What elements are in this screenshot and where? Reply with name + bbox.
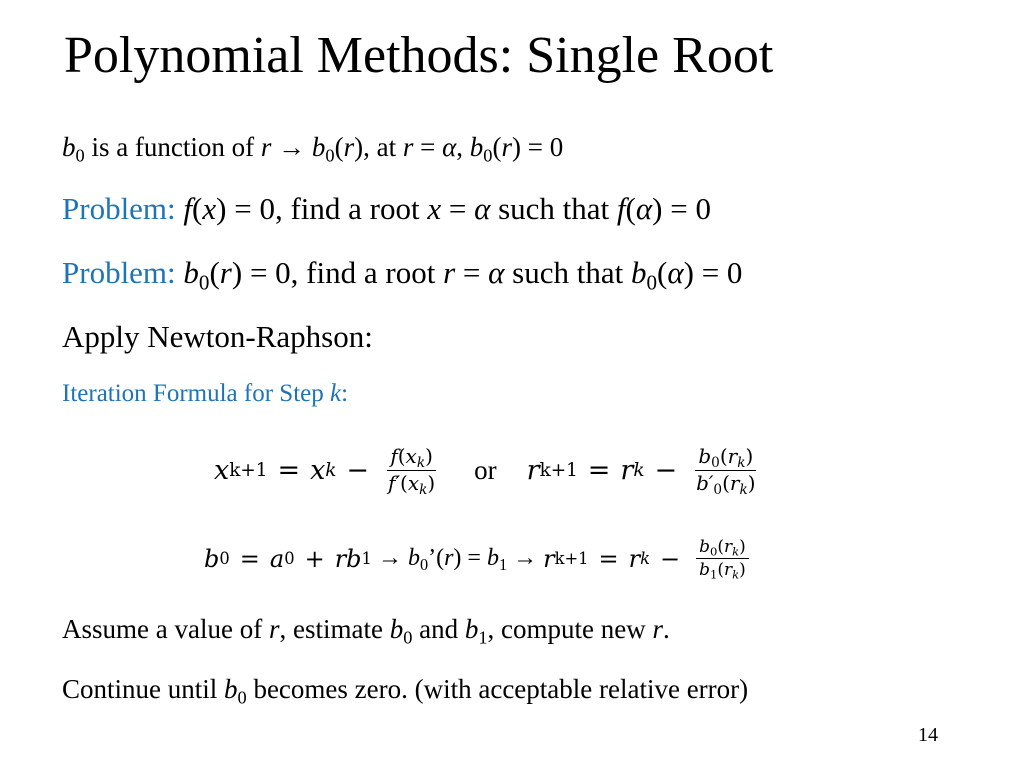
text-segment: such that [490, 191, 617, 226]
var-r: r [526, 455, 540, 486]
subscript: k [732, 544, 740, 559]
prime-paren: ’( [428, 545, 445, 572]
problem-label: Problem: [62, 255, 176, 290]
var-r: r [620, 455, 634, 486]
arrow-symbol: → [513, 545, 538, 572]
subscript: k [739, 482, 748, 499]
subscript: 0 [403, 627, 413, 648]
text-segment: ) = 0, find a root [231, 255, 444, 290]
text-segment: ), at [354, 132, 403, 162]
subscript: 0 [710, 544, 718, 559]
var-r: r [334, 544, 347, 573]
text-segment: , [456, 132, 470, 162]
var-fprime: f′ [388, 471, 400, 495]
var-x: x [310, 455, 326, 486]
var-b: b [389, 614, 404, 644]
var-alpha: α [635, 191, 653, 226]
subscript: 1 [498, 555, 508, 575]
var-r: r [444, 545, 454, 572]
var-r: r [443, 255, 456, 290]
text-segment: Continue until [62, 674, 224, 704]
paren: ( [717, 537, 725, 557]
subscript: 0 [325, 145, 335, 166]
subscript: k [416, 455, 426, 472]
arrow-symbol: → [271, 132, 312, 162]
text-segment: such that [504, 255, 631, 290]
iteration-formula-heading [62, 378, 348, 410]
var-a: a [269, 544, 285, 573]
continue-until-line [62, 672, 748, 706]
paren: ) [747, 471, 756, 495]
numerator [696, 536, 749, 559]
numerator [387, 444, 436, 471]
var-r: r [724, 537, 733, 557]
fraction-f-over-fprime [385, 444, 438, 497]
denominator [693, 471, 758, 497]
problem-line-fx [62, 190, 711, 228]
plus-sign: + [304, 544, 325, 573]
slide-title: Polynomial Methods: Single Root [64, 27, 774, 84]
text-segment: is a function of [84, 132, 261, 162]
subscript: 1 [710, 567, 718, 582]
var-bprime: b′ [696, 471, 714, 495]
var-r: r [260, 132, 272, 162]
newton-raphson-equation: x k+1 = x k − $\frac{f(x_k)}{f'(x_k)}$ or r k+1 = r k − $\frac{b_0(r_k)}{b'_0(r_k)}$ [214, 444, 765, 497]
subscript: 0 [483, 145, 493, 166]
text-segment: ( [657, 255, 668, 290]
arrow-symbol: → [377, 545, 402, 572]
numerator [695, 444, 756, 471]
apply-newton-raphson: Apply Newton-Raphson: [62, 319, 373, 354]
paren: ( [722, 471, 730, 495]
var-b: b [699, 537, 711, 557]
var-r: r [543, 544, 555, 573]
equals-sign: = [587, 455, 611, 486]
var-x: x [202, 191, 217, 226]
var-alpha: α [474, 191, 491, 226]
var-b: b [346, 544, 362, 573]
var-r: r [652, 614, 664, 644]
var-f: f [390, 444, 398, 468]
var-r: r [402, 132, 414, 162]
denominator [385, 471, 438, 497]
var-r: r [724, 560, 733, 581]
subscript: 0 [646, 270, 658, 295]
text-segment: ) = 0 [652, 191, 711, 226]
minus-sign: − [346, 455, 370, 486]
subscript: 1 [478, 627, 488, 648]
var-b: b [311, 132, 326, 162]
var-r: r [727, 444, 738, 468]
var-alpha: α [442, 132, 457, 162]
paren: ) [739, 537, 746, 557]
text-segment: , estimate [279, 614, 390, 644]
var-b: b [224, 674, 238, 704]
text-segment: = [441, 191, 475, 226]
assume-value-line [62, 612, 670, 646]
text-segment: ) = 0 [512, 132, 564, 162]
var-alpha: α [488, 255, 505, 290]
var-b: b [698, 444, 712, 468]
text-segment: ( [334, 132, 344, 162]
text-segment: ) = 0 [683, 255, 743, 290]
denominator [696, 559, 749, 581]
b0-prime-expression [407, 545, 508, 575]
text-segment: ( [625, 191, 636, 226]
var-k: k [330, 380, 342, 407]
minus-sign: − [654, 455, 678, 486]
var-b: b [183, 255, 199, 290]
problem-label: Problem: [62, 191, 176, 226]
var-r: r [628, 544, 641, 573]
text-segment: ) = [453, 545, 487, 572]
paren: ) [745, 444, 754, 468]
page-number: 14 [918, 724, 938, 746]
text-segment: ( [192, 191, 203, 226]
equals-sign: = [598, 544, 619, 573]
var-x: x [405, 444, 417, 468]
var-b: b [464, 614, 479, 644]
subscript: 0 [713, 482, 723, 499]
paren: ) [739, 560, 746, 581]
text-segment: = [413, 132, 443, 162]
synthetic-division-equation: b 0 = a 0 + r b 1 → $b_0’(r) = b_1$ → r k+1 = r k − $\frac{b_0(r_k)}{b_1(r_k)}$ [204, 536, 755, 582]
paren: ( [397, 444, 406, 468]
var-b: b [486, 545, 499, 572]
subscript: k [732, 567, 740, 582]
var-r: r [729, 471, 740, 495]
paren: ( [717, 560, 725, 581]
problem-line-b0 [62, 254, 743, 295]
var-b: b [699, 560, 711, 581]
var-b: b [62, 132, 76, 162]
subscript: k [737, 455, 746, 472]
subscript: 0 [711, 455, 720, 472]
text-segment: ) = 0, find a root [216, 191, 428, 226]
text-segment: ( [209, 255, 220, 290]
var-x: x [407, 471, 420, 495]
var-f: f [616, 191, 626, 226]
var-f: f [183, 191, 193, 226]
var-x: x [214, 455, 230, 486]
paren: ( [719, 444, 728, 468]
subscript: 0 [237, 687, 247, 708]
paren: ) [425, 444, 433, 468]
subscript: 0 [419, 555, 429, 575]
heading-colon: : [341, 380, 349, 407]
subscript: 0 [198, 270, 210, 295]
var-x: x [427, 191, 442, 226]
var-r: r [343, 132, 355, 162]
subscript: k [419, 482, 428, 499]
subscript: 0 [75, 145, 85, 166]
minus-sign: − [660, 544, 681, 573]
paren: ( [400, 471, 408, 495]
var-b: b [204, 544, 220, 573]
fraction-b0-over-b0prime [693, 444, 758, 497]
var-r: r [501, 132, 512, 162]
var-b: b [469, 132, 484, 162]
text-line-b0-definition [62, 130, 563, 164]
text-segment: and [412, 614, 465, 644]
equals-sign: = [277, 455, 301, 486]
var-alpha: α [667, 255, 684, 290]
text-segment: , compute new [487, 614, 653, 644]
var-r: r [268, 614, 280, 644]
fraction-b0-over-b1 [696, 536, 749, 582]
text-segment: = [455, 255, 489, 290]
var-b: b [630, 255, 647, 290]
text-segment: Assume a value of [62, 614, 269, 644]
var-b: b [407, 545, 420, 572]
heading-text: Iteration Formula for Step [62, 380, 330, 407]
paren: ) [427, 471, 436, 495]
or-text: or [474, 455, 497, 485]
text-segment: . [663, 614, 670, 644]
text-segment: becomes zero. (with acceptable relative error) [246, 674, 749, 704]
text-segment: ( [492, 132, 502, 162]
var-r: r [219, 255, 232, 290]
equals-sign: = [239, 544, 260, 573]
